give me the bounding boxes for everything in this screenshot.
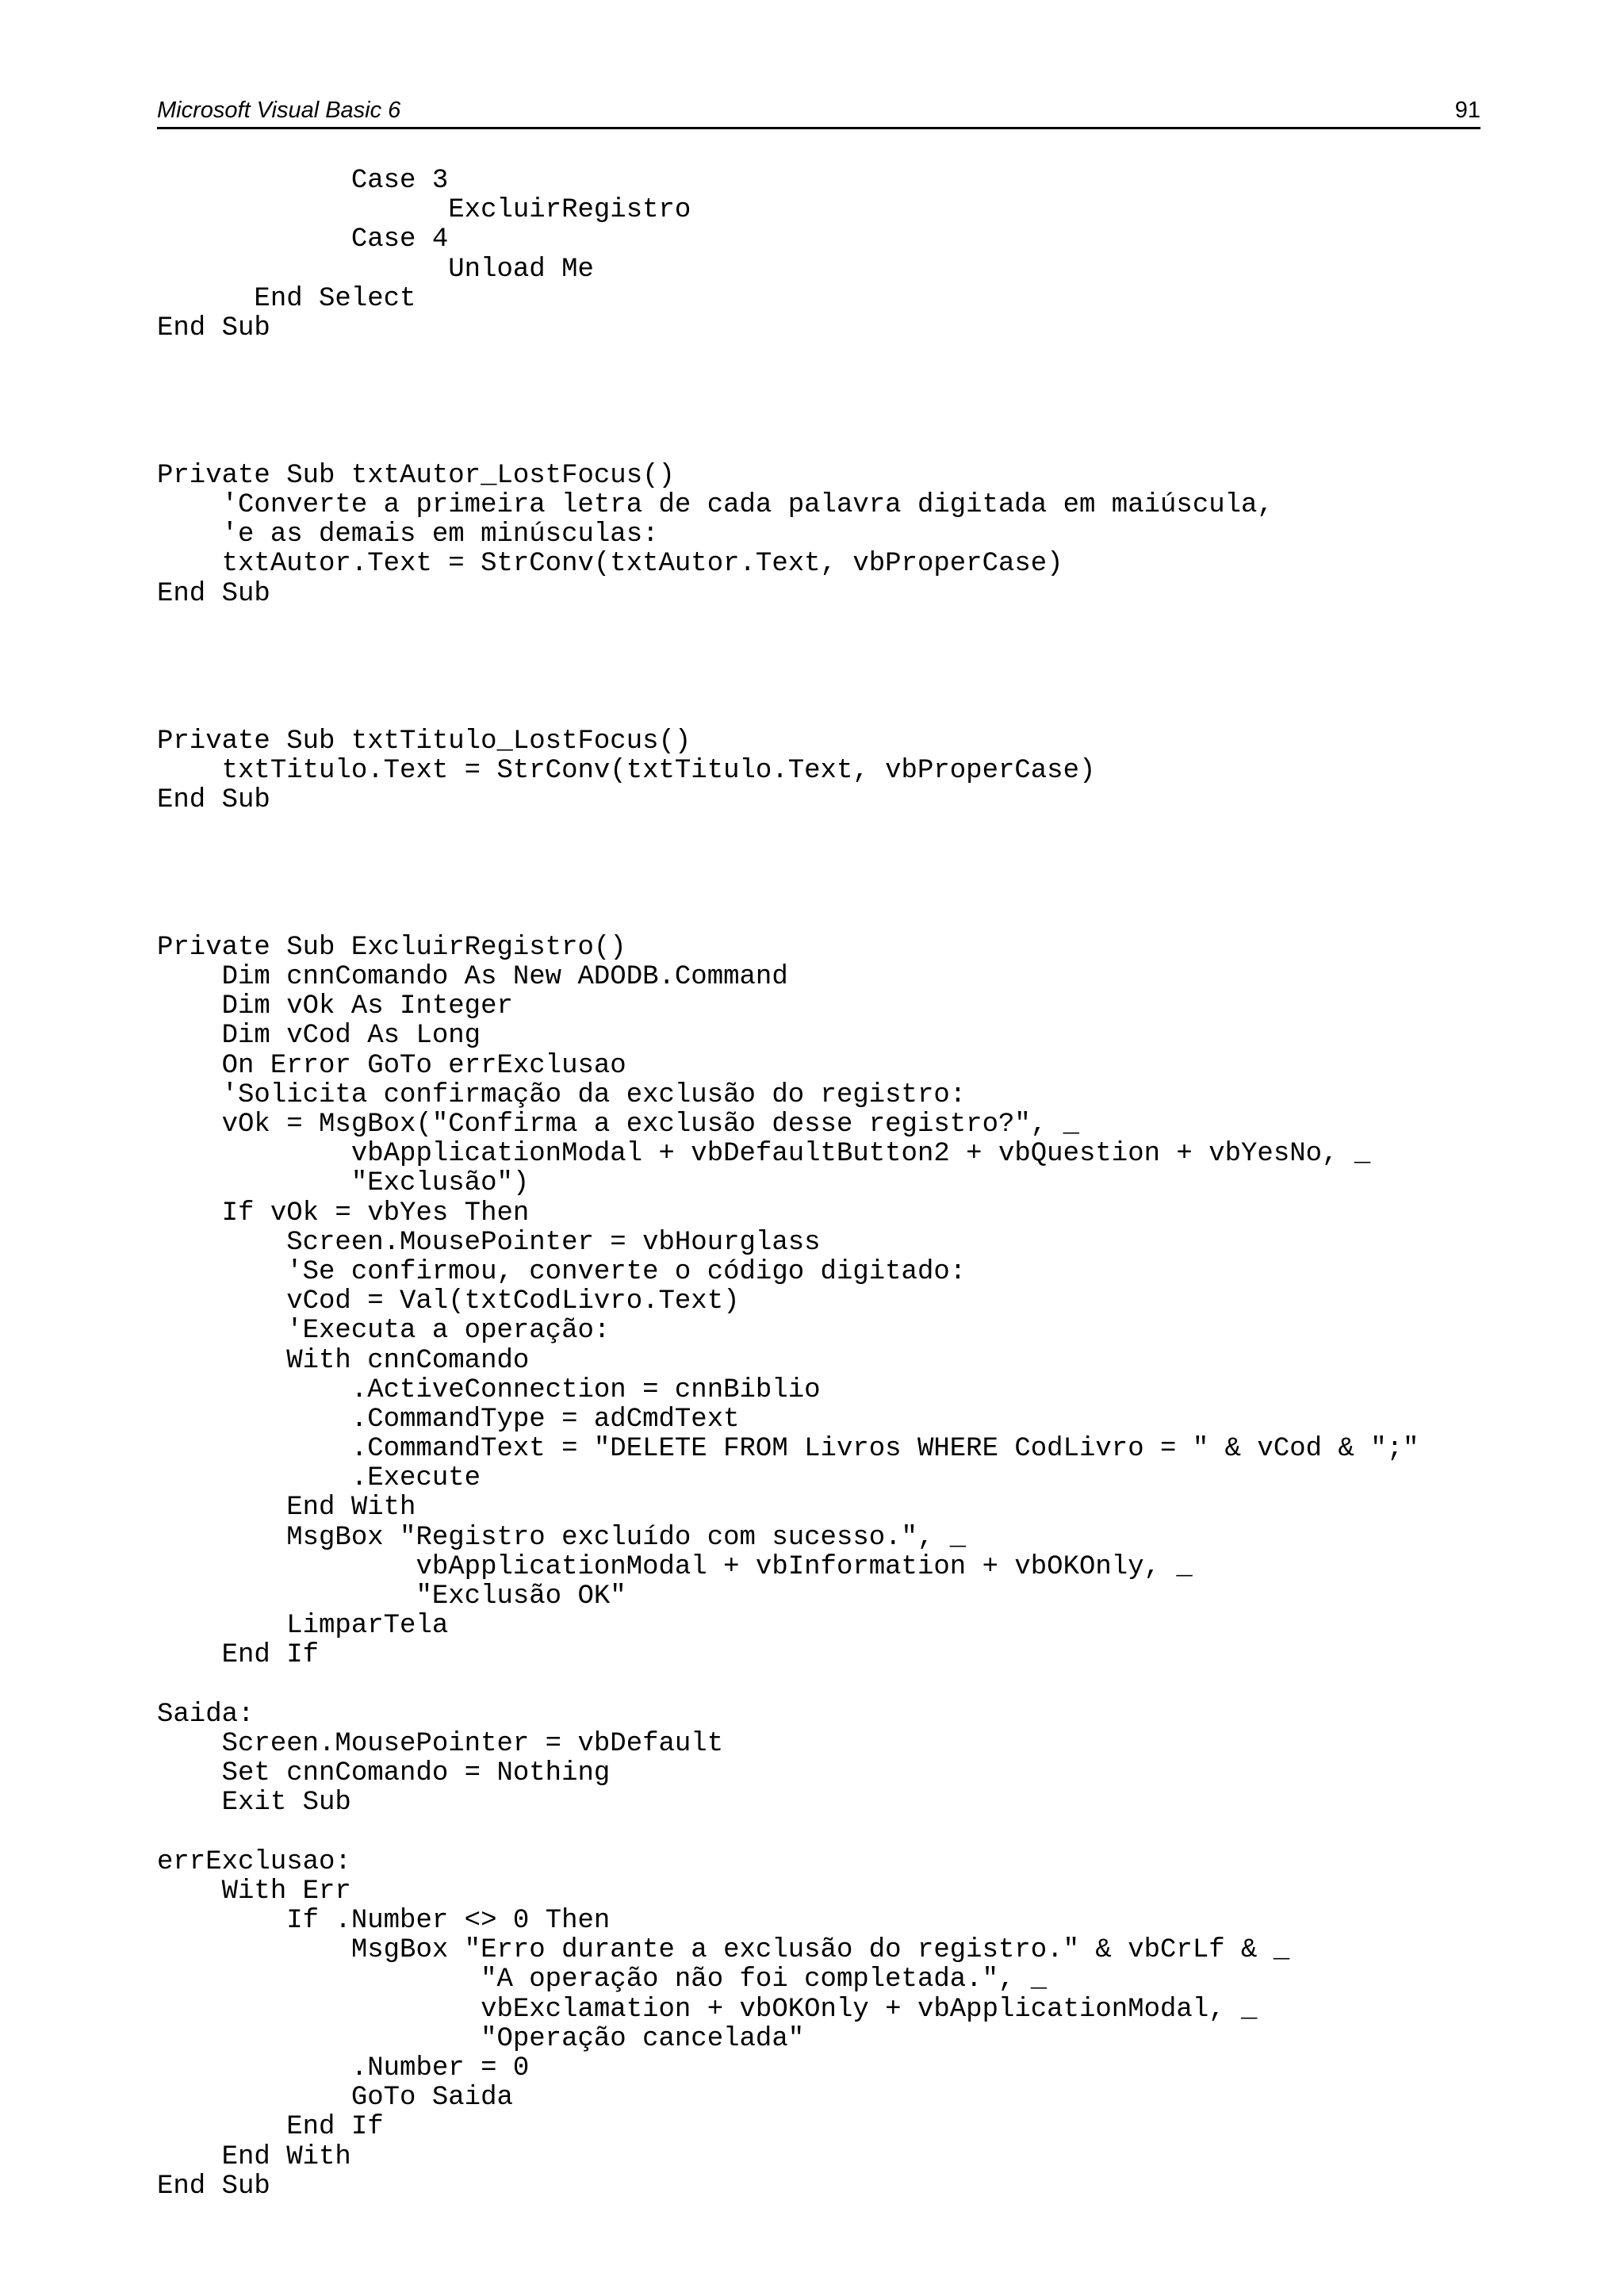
code-line: Screen.MousePointer = vbHourglass bbox=[157, 1227, 821, 1258]
code-line: End With bbox=[157, 1493, 416, 1524]
code-line: If vOk = vbYes Then bbox=[157, 1198, 530, 1228]
code-line: Dim cnnComando As New ADODB.Command bbox=[157, 962, 788, 993]
code-line: "A operação não foi completada.", _ bbox=[157, 1964, 1048, 1995]
code-line: .Number = 0 bbox=[157, 2053, 530, 2083]
code-line: Unload Me bbox=[157, 254, 594, 285]
code-line bbox=[157, 638, 1419, 668]
code-line: With Err bbox=[157, 1876, 351, 1907]
code-line: 'Executa a operação: bbox=[157, 1316, 611, 1347]
code-line bbox=[157, 697, 1419, 726]
code-line: End If bbox=[157, 2112, 384, 2143]
code-line: 'Converte a primeira letra de cada palavra digitada em maiúscula, bbox=[157, 490, 1274, 521]
code-line: .Execute bbox=[157, 1463, 481, 1494]
code-line: Private Sub txtAutor_LostFocus() bbox=[157, 460, 675, 491]
page-number: 91 bbox=[1454, 98, 1480, 123]
code-line bbox=[157, 668, 1419, 697]
code-line: With cnnComando bbox=[157, 1345, 530, 1376]
code-line: 'e as demais em minúsculas: bbox=[157, 519, 659, 550]
code-line: vbApplicationModal + vbInformation + vbOKOnly, _ bbox=[157, 1551, 1193, 1582]
code-line: .ActiveConnection = cnnBiblio bbox=[157, 1374, 821, 1405]
code-line: End Sub bbox=[157, 578, 270, 609]
code-line: vbExclamation + vbOKOnly + vbApplicationModal, _ bbox=[157, 1994, 1258, 2025]
code-line: Set cnnComando = Nothing bbox=[157, 1758, 611, 1789]
code-line bbox=[157, 1819, 1419, 1848]
code-line: Screen.MousePointer = vbDefault bbox=[157, 1728, 724, 1759]
code-line bbox=[157, 609, 1419, 638]
code-line: If .Number <> 0 Then bbox=[157, 1906, 611, 1937]
code-line: Saida: bbox=[157, 1699, 255, 1730]
code-line bbox=[157, 343, 1419, 373]
code-line bbox=[157, 403, 1419, 432]
code-line: ExcluirRegistro bbox=[157, 195, 691, 226]
code-line: End With bbox=[157, 2141, 351, 2172]
code-line: MsgBox "Registro excluído com sucesso.", _ bbox=[157, 1522, 967, 1553]
code-line: GoTo Saida bbox=[157, 2083, 513, 2114]
code-line: Private Sub txtTitulo_LostFocus() bbox=[157, 726, 691, 757]
code-line: txtAutor.Text = StrConv(txtAutor.Text, vbProperCase) bbox=[157, 549, 1063, 580]
code-line: .CommandText = "DELETE FROM Livros WHERE CodLivro = " & vCod & ";" bbox=[157, 1434, 1419, 1465]
code-line: Dim vCod As Long bbox=[157, 1021, 481, 1052]
code-line: Case 4 bbox=[157, 224, 449, 255]
code-line: Case 3 bbox=[157, 166, 449, 196]
code-line: End Select bbox=[157, 283, 416, 314]
page-header bbox=[157, 95, 1480, 129]
code-line: End Sub bbox=[157, 2171, 270, 2202]
code-line: MsgBox "Erro durante a exclusão do registro." & vbCrLf & _ bbox=[157, 1935, 1290, 1966]
code-line: Exit Sub bbox=[157, 1788, 351, 1819]
code-line: On Error GoTo errExclusao bbox=[157, 1050, 626, 1081]
code-line: Dim vOk As Integer bbox=[157, 991, 513, 1022]
code-line bbox=[157, 373, 1419, 402]
code-line: End If bbox=[157, 1640, 320, 1671]
code-line bbox=[157, 845, 1419, 874]
code-line: End Sub bbox=[157, 312, 270, 343]
code-line: errExclusao: bbox=[157, 1846, 351, 1877]
code-line: 'Solicita confirmação da exclusão do registro: bbox=[157, 1079, 967, 1110]
code-line: LimparTela bbox=[157, 1611, 449, 1642]
code-line: "Operação cancelada" bbox=[157, 2023, 805, 2054]
header-title: Microsoft Visual Basic 6 bbox=[157, 98, 401, 123]
code-line: txtTitulo.Text = StrConv(txtTitulo.Text, vbProperCase) bbox=[157, 755, 1096, 786]
code-line: 'Se confirmou, converte o código digitado: bbox=[157, 1256, 967, 1287]
code-line: .CommandType = adCmdText bbox=[157, 1404, 740, 1435]
code-line: vbApplicationModal + vbDefaultButton2 + vbQuestion + vbYesNo, _ bbox=[157, 1139, 1371, 1170]
code-line: vOk = MsgBox("Confirma a exclusão desse registro?", _ bbox=[157, 1110, 1079, 1140]
code-line: Private Sub ExcluirRegistro() bbox=[157, 932, 626, 963]
code-line bbox=[157, 432, 1419, 462]
code-line: "Exclusão OK" bbox=[157, 1581, 626, 1612]
code-line bbox=[157, 904, 1419, 933]
code-listing bbox=[157, 167, 1419, 2202]
code-line bbox=[157, 815, 1419, 845]
code-line bbox=[157, 875, 1419, 904]
code-line: "Exclusão") bbox=[157, 1168, 530, 1199]
code-line: End Sub bbox=[157, 784, 270, 815]
code-line: vCod = Val(txtCodLivro.Text) bbox=[157, 1286, 740, 1317]
code-line bbox=[157, 1671, 1419, 1700]
